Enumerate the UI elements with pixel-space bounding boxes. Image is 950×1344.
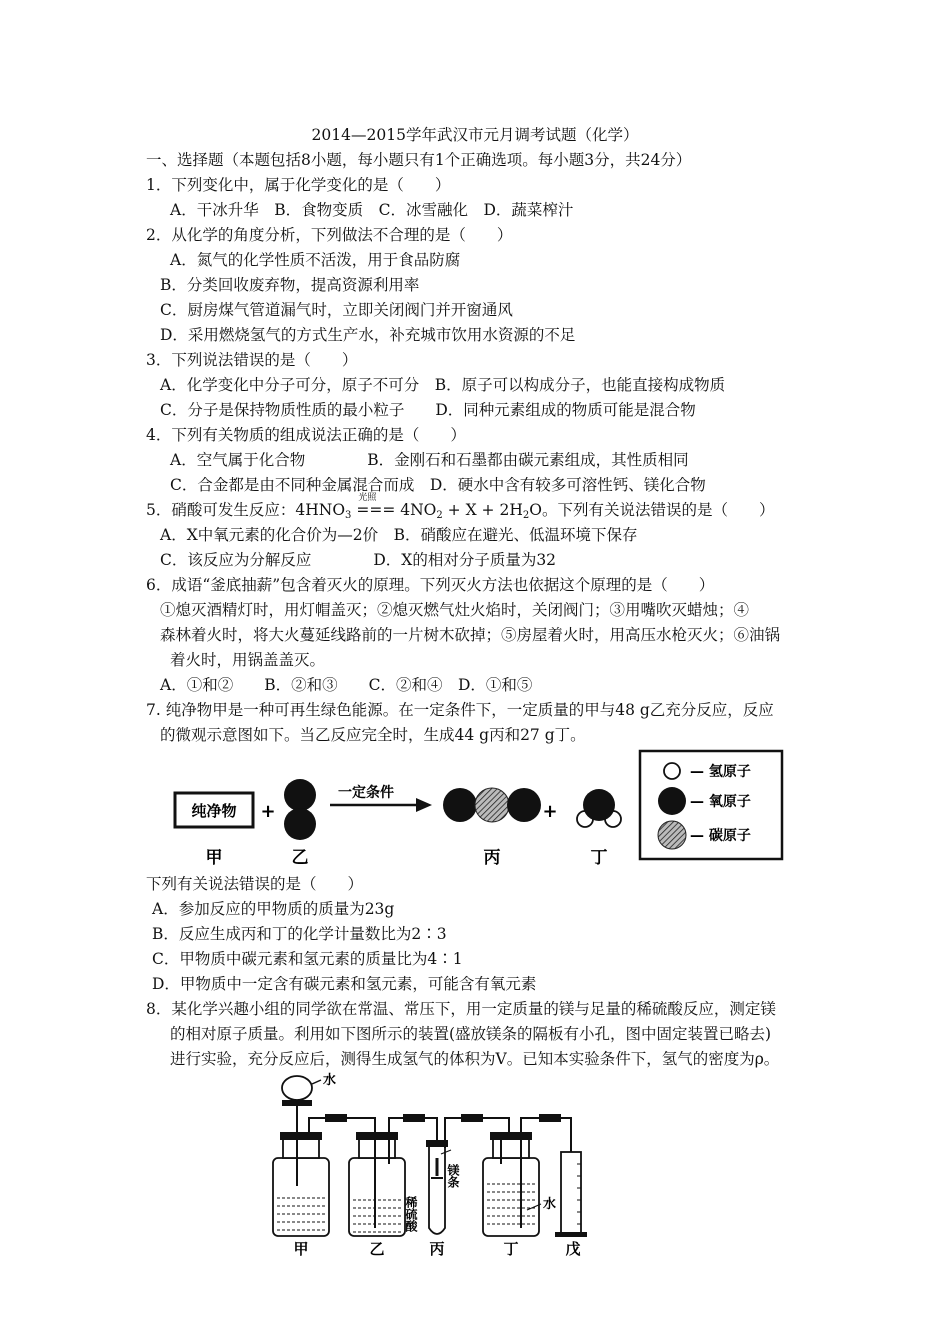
- arrow-condition: 一定条件: [338, 785, 394, 801]
- label-water: 水: [323, 1073, 337, 1088]
- bottle-ding-neck: [493, 1138, 529, 1158]
- q6-line-2: 森林着火时，将大火蔓延线路前的一片树木砍掉；⑤房屋着火时，用高压水枪灭火；⑥油锅: [160, 626, 781, 644]
- q7-option-b: B．反应生成丙和丁的化学计量数比为2∶3: [152, 925, 447, 943]
- label-ding: 丁: [590, 848, 608, 868]
- q8-line-1: 8．某化学兴趣小组的同学欲在常温、常压下，用一定质量的镁与足量的稀硫酸反应，测定镁: [146, 1000, 776, 1018]
- label-water-2: 水: [543, 1197, 557, 1212]
- q2-option-b: B．分类回收废弃物，提高资源利用率: [160, 276, 420, 294]
- oxygen-atom: [284, 808, 316, 840]
- q5-stem-post: 。下列有关说法错误的是（ ）: [541, 501, 775, 519]
- test-tube-bing: [429, 1144, 445, 1234]
- label-bing: 丙: [429, 1240, 445, 1258]
- rubber-joint: [403, 1114, 425, 1122]
- label-wu: 戊: [565, 1240, 581, 1258]
- bottle-jia: [273, 1158, 329, 1236]
- plus-sign-2: +: [542, 801, 558, 822]
- q8-line-2: 的相对原子质量。利用如下图所示的装置(盛放镁条的隔板有小孔，图中固定装置已略去): [170, 1025, 772, 1043]
- oxygen-atom: [443, 788, 477, 822]
- q7-line-1: 7. 纯净物甲是一种可再生绿色能源。在一定条件下，一定质量的甲与48 g乙充分反应，反应: [146, 701, 774, 719]
- q5-options-ab: A．X中氧元素的化合价为—2价 B．硝酸应在避光、低温环境下保存: [160, 526, 638, 544]
- q5-equation: $4HNO_3$ 光照 === $4NO_2 + X + 2H_2O$: [295, 501, 542, 519]
- q1-options: A．干冰升华 B．食物变质 C．冰雪融化 D．蔬菜榨汁: [170, 201, 574, 219]
- label-ding: 丁: [503, 1240, 519, 1258]
- q5-stem-pre: 5．硝酸可发生反应：: [146, 501, 296, 519]
- q3-stem: 3．下列说法错误的是（ ）: [146, 351, 358, 369]
- q6-line-3: 着火时，用锅盖盖灭。: [170, 651, 326, 669]
- label-dilute-acid: 稀硫酸: [404, 1196, 418, 1232]
- oxygen-atom: [284, 779, 316, 811]
- legend-hydrogen-icon: [664, 763, 680, 779]
- label-jia: 甲: [293, 1240, 309, 1258]
- q4-options-ab: A．空气属于化合物 B．金刚石和石墨都由碳元素组成，其性质相同: [170, 451, 689, 469]
- legend-carbon-icon: [658, 821, 686, 849]
- legend-hydrogen-label: — 氢原子: [690, 764, 751, 780]
- q4-options-cd: C．合金都是由不同种金属混合而成 D．硬水中含有较多可溶性钙、镁化合物: [170, 476, 706, 494]
- bottle-yi-stopper: [356, 1132, 398, 1140]
- q7-option-a: A．参加反应的甲物质的质量为23g: [152, 900, 395, 918]
- page-title: 2014—2015学年武汉市元月调考试题（化学）: [311, 126, 639, 144]
- water-pointer: [312, 1080, 321, 1084]
- label-magnesium: 镁条: [446, 1164, 460, 1188]
- arrow-head: [416, 798, 432, 812]
- q6-line-1: ①熄灭酒精灯时，用灯帽盖灭；②熄灭燃气灶火焰时，关闭阀门；③用嘴吹灭蜡烛；④: [160, 601, 750, 619]
- bottle-ding: [483, 1158, 539, 1236]
- carbon-atom: [475, 788, 509, 822]
- q7-line-2: 的微观示意图如下。当乙反应完全时，生成44 g丙和27 g丁。: [160, 726, 586, 744]
- q3-options-cd: C．分子是保持物质性质的最小粒子 D．同种元素组成的物质可能是混合物: [160, 401, 696, 419]
- q2-option-d: D．采用燃烧氢气的方式生产水，补充城市饮用水资源的不足: [160, 326, 576, 344]
- q7-option-c: C．甲物质中碳元素和氢元素的质量比为4∶1: [152, 950, 463, 968]
- plus-sign-1: +: [260, 801, 276, 822]
- cylinder-base: [555, 1232, 587, 1237]
- q7-stem: 下列有关说法错误的是（ ）: [146, 875, 364, 893]
- q8-line-3: 进行实验，充分反应后，测得生成氢气的体积为V。已知本实验条件下，氢气的密度为ρ。: [170, 1050, 780, 1068]
- label-bing: 丙: [483, 848, 501, 868]
- label-yi: 乙: [369, 1240, 385, 1258]
- rubber-joint: [461, 1114, 483, 1122]
- reaction-diagram: [150, 745, 790, 873]
- bottle-jia-stopper: [280, 1132, 322, 1140]
- label-yi: 乙: [291, 848, 309, 868]
- q5-options-cd: C．该反应为分解反应 D．X的相对分子质量为32: [160, 551, 557, 569]
- q5-stem: [146, 493, 775, 527]
- oxygen-atom: [583, 789, 615, 821]
- q4-stem: 4．下列有关物质的组成说法正确的是（ ）: [146, 426, 466, 444]
- q5-condition: 光照: [358, 493, 377, 503]
- pure-substance-label: 纯净物: [191, 802, 237, 820]
- q6-options: A．①和② B．②和③ C．②和④ D．①和⑤: [160, 676, 533, 694]
- separatory-funnel: [282, 1076, 312, 1100]
- legend-carbon-label: — 碳原子: [690, 828, 751, 844]
- rubber-joint: [325, 1114, 347, 1122]
- funnel-stopcock: [282, 1100, 312, 1106]
- legend-oxygen-icon: [658, 787, 686, 815]
- label-jia: 甲: [205, 848, 223, 868]
- rubber-joint: [539, 1114, 561, 1122]
- legend-oxygen-label: — 氧原子: [690, 794, 751, 810]
- q1-stem: 1．下列变化中，属于化学变化的是（ ）: [146, 176, 451, 194]
- bottle-yi: [349, 1158, 405, 1236]
- apparatus-diagram: [265, 1068, 605, 1258]
- q3-options-ab: A．化学变化中分子可分，原子不可分 B．原子可以构成分子，也能直接构成物质: [160, 376, 726, 394]
- q7-option-d: D．甲物质中一定含有碳元素和氢元素，可能含有氧元素: [152, 975, 537, 993]
- q2-option-a: A．氮气的化学性质不活泼，用于食品防腐: [170, 251, 461, 269]
- bottle-ding-stopper: [490, 1132, 532, 1140]
- section-heading: 一、选择题（本题包括8小题，每小题只有1个正确选项。每小题3分，共24分）: [146, 151, 692, 169]
- q6-stem: 6．成语“釜底抽薪”包含着灭火的原理。下列灭火方法也依据这个原理的是（ ）: [146, 576, 715, 594]
- q2-option-c: C．厨房煤气管道漏气时，立即关闭阀门并开窗通风: [160, 301, 513, 319]
- oxygen-atom: [507, 788, 541, 822]
- q2-stem: 2．从化学的角度分析，下列做法不合理的是（ ）: [146, 226, 513, 244]
- bottle-jia-neck: [283, 1138, 319, 1158]
